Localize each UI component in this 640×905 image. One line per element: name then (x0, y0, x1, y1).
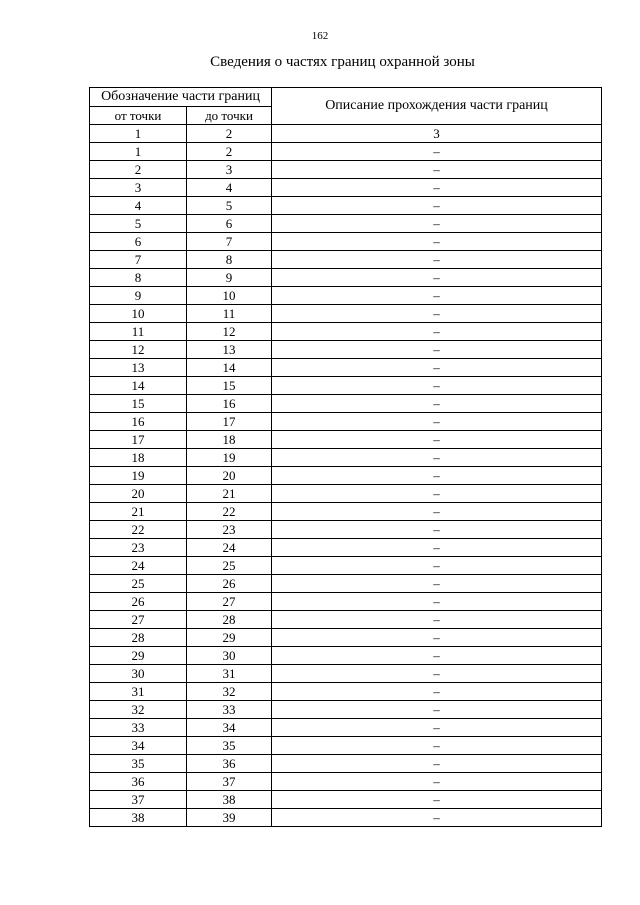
description-cell: – (272, 233, 602, 251)
table-row (90, 539, 602, 557)
description-cell: – (272, 269, 602, 287)
table-row (90, 143, 602, 161)
description-cell: – (272, 809, 602, 827)
from-point-cell: 36 (90, 773, 187, 791)
from-point-cell: 28 (90, 629, 187, 647)
from-point-cell: 14 (90, 377, 187, 395)
description-cell: – (272, 341, 602, 359)
to-point-cell: 15 (187, 377, 272, 395)
column-numbers-row (90, 125, 602, 143)
to-point-cell: 37 (187, 773, 272, 791)
to-point-cell: 34 (187, 719, 272, 737)
column-number: 1 (90, 125, 187, 143)
from-point-cell: 7 (90, 251, 187, 269)
description-cell: – (272, 503, 602, 521)
to-point-cell: 21 (187, 485, 272, 503)
table-row (90, 215, 602, 233)
to-point-cell: 36 (187, 755, 272, 773)
table-row (90, 413, 602, 431)
table-row (90, 557, 602, 575)
from-point-cell: 25 (90, 575, 187, 593)
from-point-cell: 35 (90, 755, 187, 773)
description-cell: – (272, 719, 602, 737)
to-point-cell: 38 (187, 791, 272, 809)
header-from-point: от точки (90, 107, 187, 125)
description-cell: – (272, 683, 602, 701)
from-point-cell: 12 (90, 341, 187, 359)
from-point-cell: 20 (90, 485, 187, 503)
to-point-cell: 7 (187, 233, 272, 251)
to-point-cell: 4 (187, 179, 272, 197)
from-point-cell: 26 (90, 593, 187, 611)
from-point-cell: 37 (90, 791, 187, 809)
to-point-cell: 9 (187, 269, 272, 287)
description-cell: – (272, 593, 602, 611)
from-point-cell: 23 (90, 539, 187, 557)
table-row (90, 485, 602, 503)
to-point-cell: 13 (187, 341, 272, 359)
to-point-cell: 19 (187, 449, 272, 467)
description-cell: – (272, 773, 602, 791)
table-row (90, 197, 602, 215)
to-point-cell: 11 (187, 305, 272, 323)
to-point-cell: 28 (187, 611, 272, 629)
from-point-cell: 27 (90, 611, 187, 629)
to-point-cell: 22 (187, 503, 272, 521)
from-point-cell: 22 (90, 521, 187, 539)
table-row (90, 359, 602, 377)
to-point-cell: 16 (187, 395, 272, 413)
description-cell: – (272, 197, 602, 215)
header-boundary-description: Описание прохождения части границ (272, 88, 602, 125)
table-row (90, 287, 602, 305)
to-point-cell: 26 (187, 575, 272, 593)
to-point-cell: 35 (187, 737, 272, 755)
table-row (90, 629, 602, 647)
from-point-cell: 10 (90, 305, 187, 323)
table-row (90, 683, 602, 701)
table-row (90, 647, 602, 665)
table-row (90, 755, 602, 773)
from-point-cell: 15 (90, 395, 187, 413)
description-cell: – (272, 413, 602, 431)
to-point-cell: 33 (187, 701, 272, 719)
from-point-cell: 5 (90, 215, 187, 233)
column-number: 2 (187, 125, 272, 143)
table-row (90, 719, 602, 737)
description-cell: – (272, 467, 602, 485)
description-cell: – (272, 521, 602, 539)
table-row (90, 773, 602, 791)
table-row (90, 593, 602, 611)
table-row (90, 503, 602, 521)
from-point-cell: 29 (90, 647, 187, 665)
description-cell: – (272, 701, 602, 719)
to-point-cell: 29 (187, 629, 272, 647)
to-point-cell: 27 (187, 593, 272, 611)
description-cell: – (272, 449, 602, 467)
from-point-cell: 3 (90, 179, 187, 197)
from-point-cell: 21 (90, 503, 187, 521)
to-point-cell: 12 (187, 323, 272, 341)
to-point-cell: 2 (187, 143, 272, 161)
table-row (90, 323, 602, 341)
table-row (90, 665, 602, 683)
table-row (90, 431, 602, 449)
table-row (90, 395, 602, 413)
to-point-cell: 6 (187, 215, 272, 233)
to-point-cell: 25 (187, 557, 272, 575)
description-cell: – (272, 287, 602, 305)
description-cell: – (272, 431, 602, 449)
description-cell: – (272, 377, 602, 395)
from-point-cell: 6 (90, 233, 187, 251)
description-cell: – (272, 251, 602, 269)
table-row (90, 449, 602, 467)
from-point-cell: 9 (90, 287, 187, 305)
to-point-cell: 10 (187, 287, 272, 305)
from-point-cell: 38 (90, 809, 187, 827)
table-body (90, 125, 602, 827)
table-row (90, 233, 602, 251)
from-point-cell: 18 (90, 449, 187, 467)
to-point-cell: 31 (187, 665, 272, 683)
description-cell: – (272, 485, 602, 503)
from-point-cell: 34 (90, 737, 187, 755)
boundary-parts-table (89, 87, 602, 827)
to-point-cell: 5 (187, 197, 272, 215)
description-cell: – (272, 179, 602, 197)
table-row (90, 377, 602, 395)
to-point-cell: 14 (187, 359, 272, 377)
from-point-cell: 8 (90, 269, 187, 287)
table-row (90, 809, 602, 827)
description-cell: – (272, 359, 602, 377)
from-point-cell: 24 (90, 557, 187, 575)
from-point-cell: 1 (90, 143, 187, 161)
description-cell: – (272, 305, 602, 323)
to-point-cell: 17 (187, 413, 272, 431)
table-row (90, 305, 602, 323)
header-to-point: до точки (187, 107, 272, 125)
description-cell: – (272, 791, 602, 809)
description-cell: – (272, 161, 602, 179)
description-cell: – (272, 395, 602, 413)
header-boundary-designation: Обозначение части границ (90, 88, 272, 107)
from-point-cell: 13 (90, 359, 187, 377)
to-point-cell: 20 (187, 467, 272, 485)
to-point-cell: 32 (187, 683, 272, 701)
to-point-cell: 30 (187, 647, 272, 665)
to-point-cell: 39 (187, 809, 272, 827)
table-row (90, 341, 602, 359)
from-point-cell: 32 (90, 701, 187, 719)
table-row (90, 179, 602, 197)
table-row (90, 269, 602, 287)
table-row (90, 701, 602, 719)
description-cell: – (272, 611, 602, 629)
to-point-cell: 18 (187, 431, 272, 449)
table-row (90, 611, 602, 629)
from-point-cell: 11 (90, 323, 187, 341)
from-point-cell: 31 (90, 683, 187, 701)
description-cell: – (272, 755, 602, 773)
from-point-cell: 33 (90, 719, 187, 737)
column-number: 3 (272, 125, 602, 143)
from-point-cell: 4 (90, 197, 187, 215)
to-point-cell: 3 (187, 161, 272, 179)
table-row (90, 467, 602, 485)
to-point-cell: 23 (187, 521, 272, 539)
table-row (90, 161, 602, 179)
from-point-cell: 17 (90, 431, 187, 449)
description-cell: – (272, 215, 602, 233)
description-cell: – (272, 557, 602, 575)
description-cell: – (272, 575, 602, 593)
from-point-cell: 19 (90, 467, 187, 485)
from-point-cell: 16 (90, 413, 187, 431)
to-point-cell: 8 (187, 251, 272, 269)
table-row (90, 575, 602, 593)
table-row (90, 737, 602, 755)
page-number: 162 (311, 30, 329, 42)
description-cell: – (272, 323, 602, 341)
description-cell: – (272, 539, 602, 557)
description-cell: – (272, 647, 602, 665)
description-cell: – (272, 143, 602, 161)
from-point-cell: 2 (90, 161, 187, 179)
description-cell: – (272, 665, 602, 683)
from-point-cell: 30 (90, 665, 187, 683)
to-point-cell: 24 (187, 539, 272, 557)
table-row (90, 791, 602, 809)
description-cell: – (272, 737, 602, 755)
table-row (90, 251, 602, 269)
page-title: Сведения о частях границ охранной зоны (210, 54, 475, 70)
description-cell: – (272, 629, 602, 647)
table-row (90, 521, 602, 539)
